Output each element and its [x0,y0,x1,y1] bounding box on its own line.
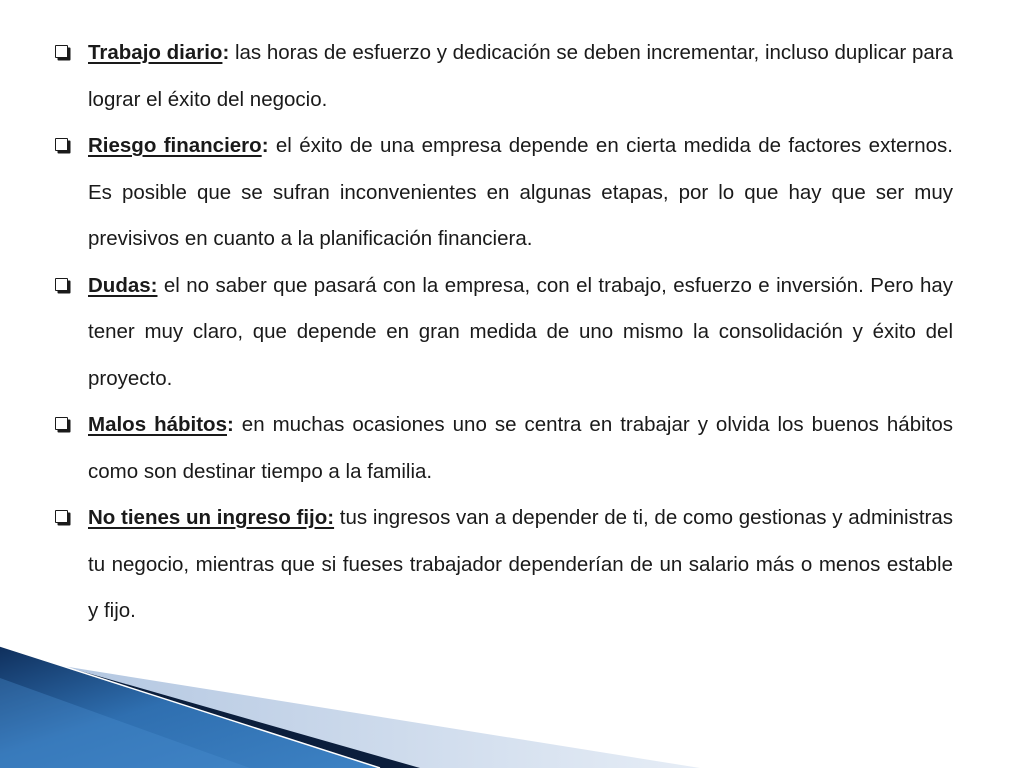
bullet-item-riesgo-financiero [55,123,953,263]
bullet-text: las horas de esfuerzo y dedicación se deben incrementar, incluso duplicar para lograr el éxito del negocio. [88,41,953,111]
bullet-text: tus ingresos van a depender de ti, de como gestionas y administras tu negocio, mientras que si fueses trabajador dependerían de un salario más o menos estable y fijo. [88,506,954,622]
bullet-item-ingreso-fijo [55,495,953,635]
bullet-list [55,30,953,635]
bullet-text: el no saber que pasará con la empresa, con el trabajo, esfuerzo e inversión. Pero hay tener muy claro, que depende en gran medida de uno mismo la consolidación y éxito del proyecto. [88,273,953,390]
checkbox-bullet-icon [55,417,68,430]
bullet-item-trabajo-diario [55,30,953,123]
bullet-text: el éxito de una empresa depende en cierta medida de factores externos. Es posible que se sufran inconvenientes en algunas etapas, por lo que hay que ser muy previsivos en cuanto a la planificación financiera. [88,134,953,250]
checkbox-bullet-icon [55,45,68,58]
bullet-colon: : [261,134,269,157]
checkbox-bullet-icon [55,510,68,523]
bullet-term: No tienes un ingreso fijo: [88,506,335,529]
bullet-text: en muchas ocasiones uno se centra en trabajar y olvida los buenos hábitos como son destinar tiempo a la familia. [88,413,954,483]
corner-swoosh-decoration [0,638,1024,768]
bullet-term: Riesgo financiero [88,134,262,157]
checkbox-bullet-icon [55,278,68,291]
bullet-colon: : [222,41,230,64]
bullet-term: Malos hábitos [88,413,227,436]
bullet-colon: : [226,413,234,436]
bullet-item-dudas [55,263,953,403]
checkbox-bullet-icon [55,138,68,151]
bullet-term: Trabajo diario [88,41,223,64]
bullet-item-malos-habitos [55,402,953,495]
bullet-term: Dudas: [88,273,158,297]
